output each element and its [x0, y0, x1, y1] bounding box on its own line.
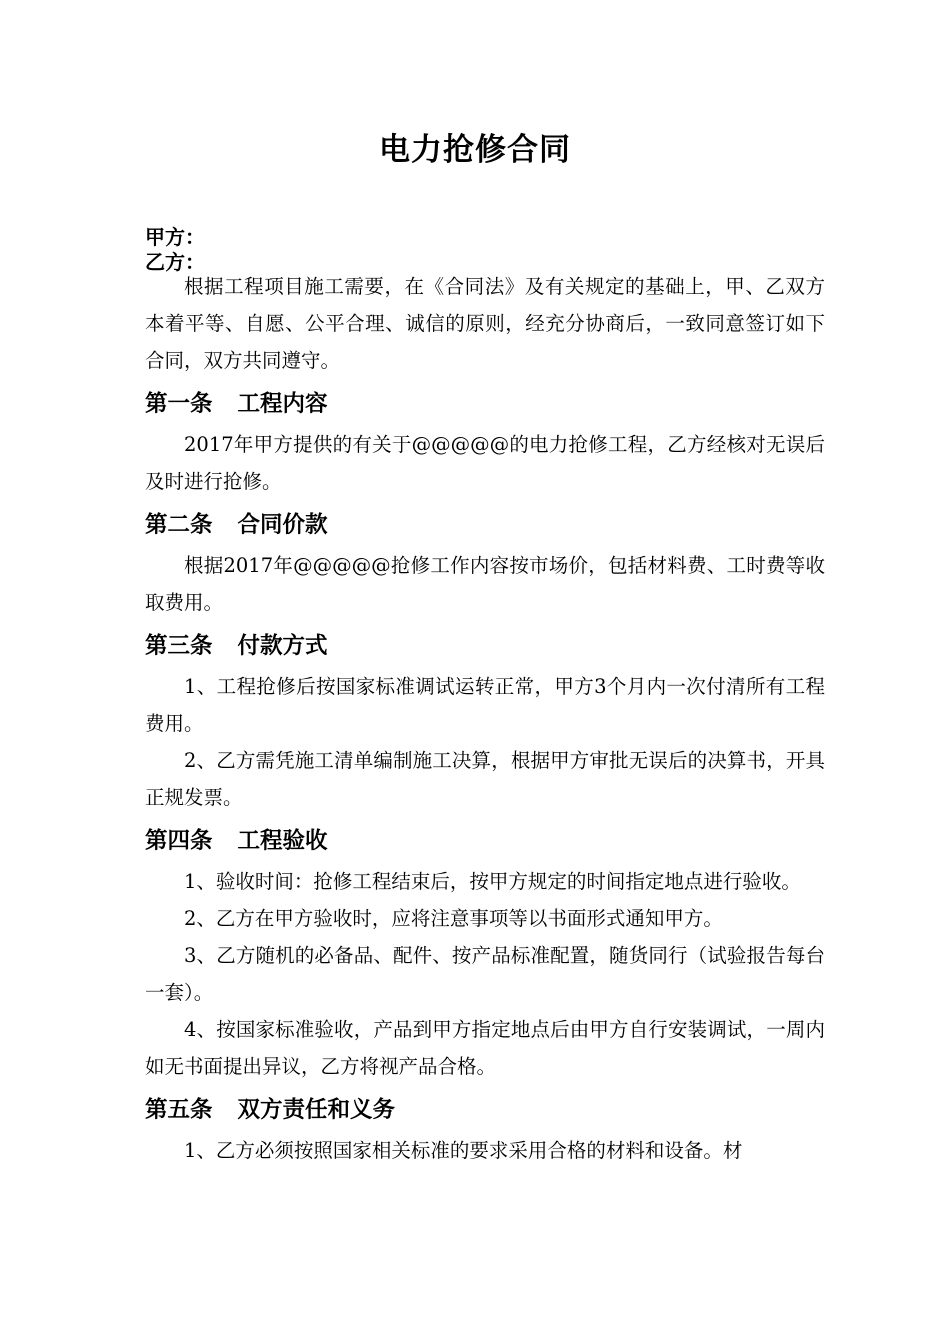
- document-title: 电力抢修合同: [379, 132, 571, 168]
- section-paragraph: 4、按国家标准验收，产品到甲方指定地点后由甲方自行安装调试，一周内如无书面提出异议，乙方将视产品合格。: [145, 1018, 825, 1078]
- section-title: 工程内容: [237, 391, 328, 417]
- section-number: 第五条: [145, 1097, 213, 1123]
- section-paragraph: 根据2017年@@@@@抢修工作内容按市场价，包括材料费、工时费等收取费用。: [145, 554, 825, 614]
- section-number: 第四条: [145, 828, 213, 854]
- section-title: 合同价款: [237, 512, 328, 538]
- party-a-label: 甲方：: [145, 225, 205, 249]
- section-paragraph: 2017年甲方提供的有关于@@@@@的电力抢修工程，乙方经核对无误后及时进行抢修。: [145, 433, 825, 493]
- contract-body: [145, 268, 825, 1169]
- section-heading-1: [145, 389, 825, 419]
- section-heading-4: [145, 826, 825, 856]
- section-number: 第三条: [145, 633, 213, 659]
- section-number: 第一条: [145, 391, 213, 417]
- section-paragraph: 2、乙方需凭施工清单编制施工决算，根据甲方审批无误后的决算书，开具正规发票。: [145, 749, 825, 809]
- section-title: 工程验收: [237, 828, 328, 854]
- section-number: 第二条: [145, 512, 213, 538]
- section-paragraph: 3、乙方随机的必备品、配件、按产品标准配置，随货同行（试验报告每台一套）。: [145, 944, 825, 1004]
- section-heading-3: [145, 631, 825, 661]
- section-heading-5: [145, 1095, 825, 1125]
- section-paragraph: 1、验收时间：抢修工程结束后，按甲方规定的时间指定地点进行验收。: [184, 870, 801, 893]
- section-heading-2: [145, 510, 825, 540]
- section-title: 双方责任和义务: [237, 1097, 396, 1123]
- party-b-label: 乙方：: [145, 250, 205, 274]
- intro-paragraph: 根据工程项目施工需要，在《合同法》及有关规定的基础上，甲、乙双方本着平等、自愿、公平合理、诚信的原则，经充分协商后，一致同意签订如下合同，双方共同遵守。: [145, 275, 825, 372]
- section-title: 付款方式: [237, 633, 328, 659]
- section-paragraph: 2、乙方在甲方验收时，应将注意事项等以书面形式通知甲方。: [184, 907, 723, 930]
- section-paragraph: 1、工程抢修后按国家标准调试运转正常，甲方3个月内一次付清所有工程费用。: [145, 675, 825, 735]
- section-paragraph: 1、乙方必须按照国家相关标准的要求采用合格的材料和设备。材: [184, 1139, 743, 1162]
